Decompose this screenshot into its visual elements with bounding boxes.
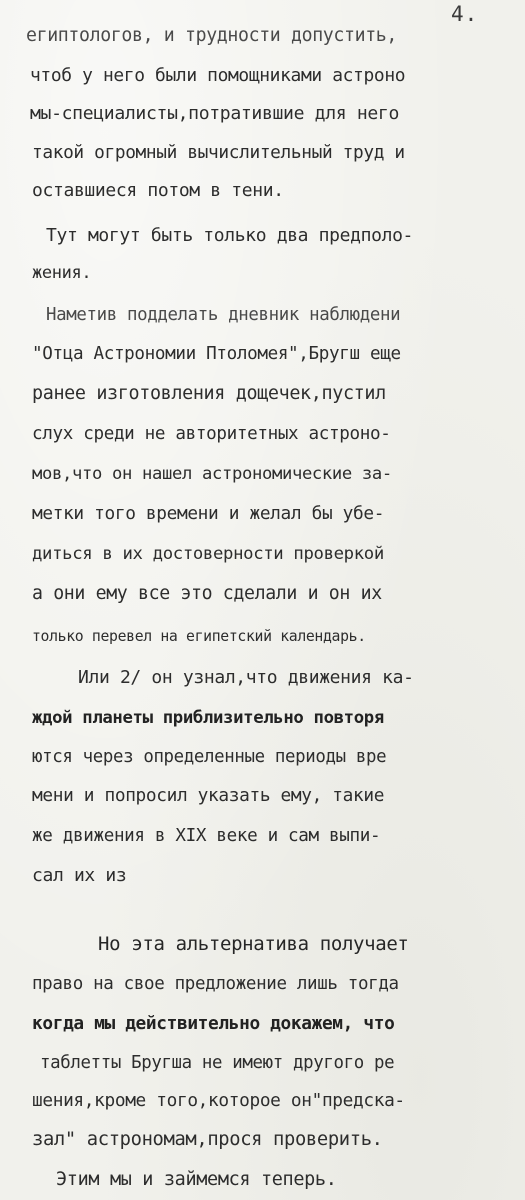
- text-line: ранее изготовления дощечек,пустил: [32, 383, 386, 404]
- text-line: Наметив подделать дневник наблюдени: [46, 305, 401, 325]
- page-number: 4.: [451, 2, 479, 26]
- text-line: только перевел на египетский календарь.: [32, 628, 366, 645]
- text-line: Этим мы и займемся теперь.: [56, 1169, 337, 1190]
- text-line: сал их из: [32, 865, 127, 886]
- text-line: оставшиеся потом в тени.: [32, 180, 284, 201]
- text-line: же движения в XIX веке и сам выпи-: [32, 826, 381, 846]
- text-line: а они ему все это сделали и он их: [32, 583, 382, 604]
- text-line: слух среди не авторитетных астроно-: [32, 424, 391, 444]
- text-line: мени и попросил указать ему, такие: [32, 785, 385, 806]
- text-line: жения.: [32, 263, 92, 283]
- text-line: такой огромный вычислительный труд и: [32, 142, 405, 163]
- text-line: ются через определенные периоды вре: [32, 747, 387, 767]
- text-line: мов,что он нашел астрономические за-: [32, 464, 392, 484]
- text-line: Но эта альтернатива получает: [98, 933, 409, 955]
- text-line: право на свое предложение лишь тогда: [32, 974, 399, 994]
- text-line: метки того времени и желал бы убе-: [32, 503, 385, 524]
- text-line: египтологов, и трудности допустить,: [26, 25, 397, 46]
- text-line: диться в их достоверности проверкой: [32, 544, 384, 564]
- text-line: таблетты Бругша не имеют другого ре: [40, 1053, 395, 1073]
- text-line: шения,кроме того,которое он"предска-: [32, 1090, 405, 1111]
- text-line: Тут могут быть только два предполо-: [46, 225, 414, 246]
- text-line: Или 2/ он узнал,что движения ка-: [78, 667, 414, 688]
- text-line: чтоб у него были помощниками астроно: [30, 65, 406, 86]
- text-line: когда мы действительно докажем, что: [32, 1013, 395, 1034]
- text-line: мы-специалисты,потратившие для него: [30, 103, 400, 124]
- text-line: зал" астрономам,прося проверить.: [32, 1129, 383, 1150]
- text-line: ждой планеты приблизительно повторя: [32, 708, 384, 728]
- text-line: "Отца Астрономии Птоломея",Бругш еще: [32, 344, 401, 364]
